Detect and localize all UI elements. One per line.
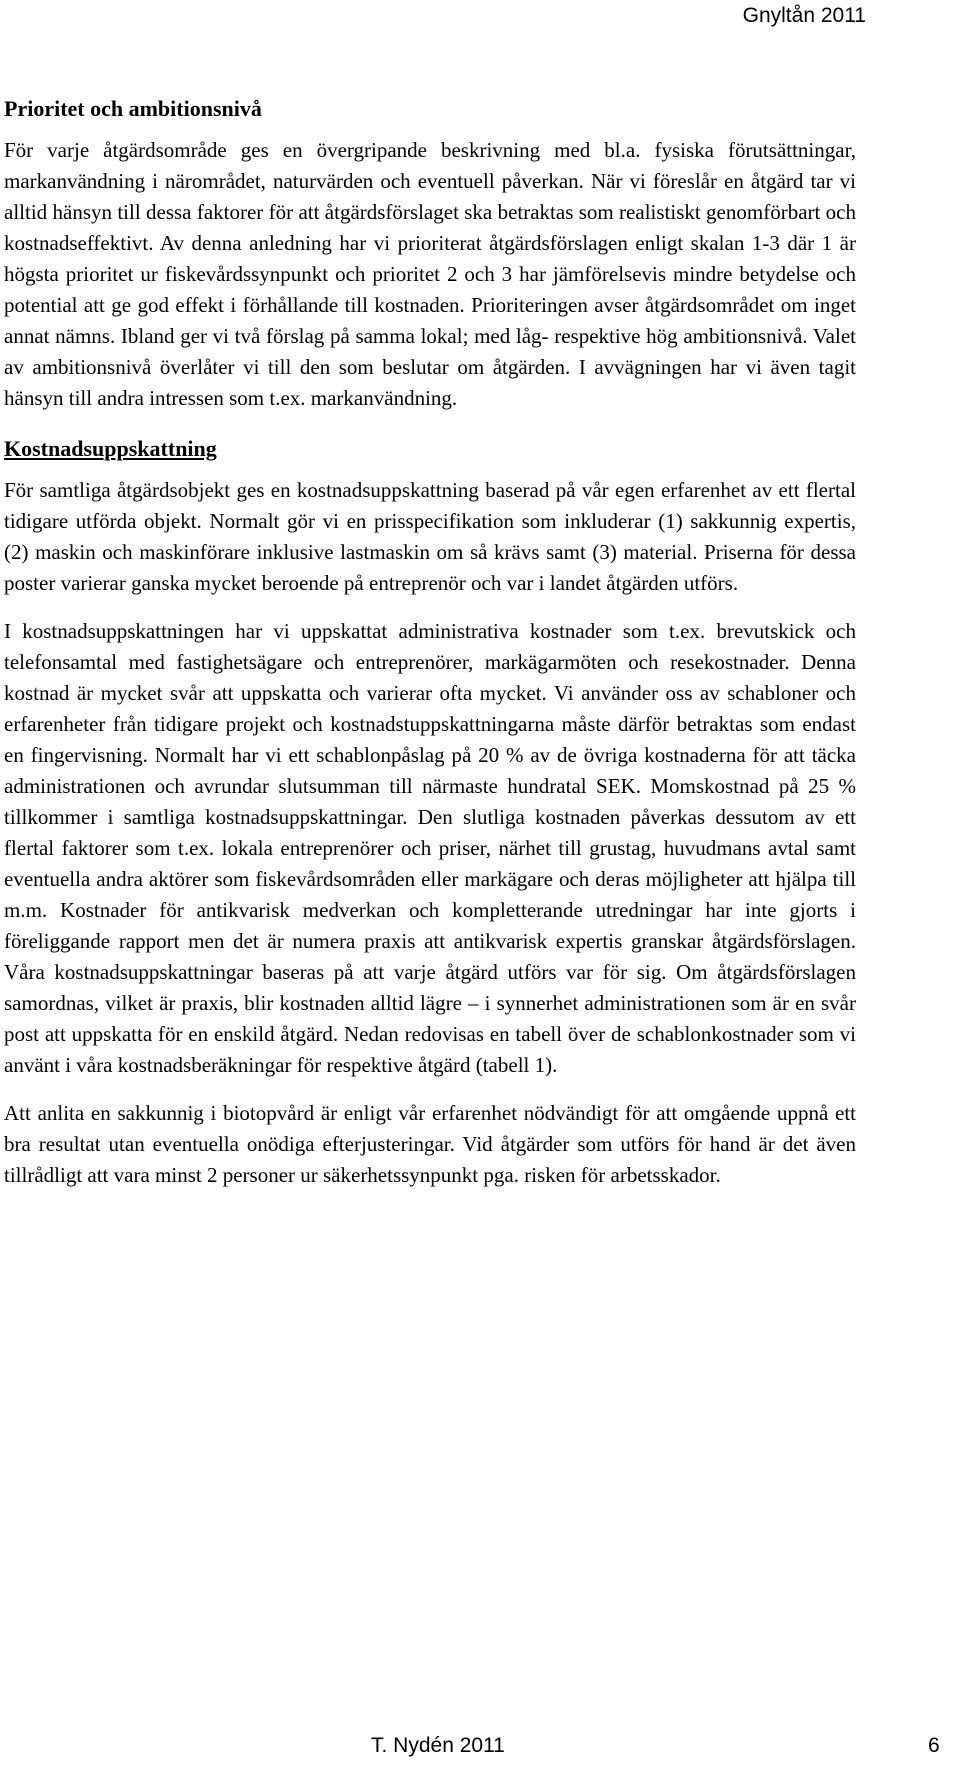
section-prioritet — [4, 96, 856, 414]
paragraph: Att anlita en sakkunnig i biotopvård är enligt vår erfarenhet nödvändigt för att omgående uppnå ett bra resultat utan eventuella onödiga efterjusteringar. Vid åtgärder som utförs för hand är det även tillrådligt att vara minst 2 personer ur säkerhetssynpunkt pga. risken för arbetsskador. — [4, 1101, 856, 1187]
section-heading-prioritet: Prioritet och ambitionsnivå — [4, 96, 262, 121]
paragraph: För samtliga åtgärdsobjekt ges en kostnadsuppskattning baserad på vår egen erfarenhet av ett flertal tidigare utförda objekt. Normalt gör vi en prisspecifikation som inkluderar (1) sakkunnig expertis, (2) maskin och maskinförare inklusive lastmaskin om så krävs samt (3) material. Priserna för dessa poster varierar ganska mycket beroende på entreprenör och var i landet åtgärden utförs. — [4, 478, 856, 595]
paragraph: I kostnadsuppskattningen har vi uppskattat administrativa kostnader som t.ex. brevutskick och telefonsamtal med fastighetsägare och entreprenörer, markägarmöten och resekostnader. Denna kostnad är mycket svår att uppskatta och varierar ofta mycket. Vi använder oss av schabloner och erfarenheter från tidigare projekt och kostnadstuppskattningarna måste därför betraktas som endast en fingervisning. Normalt har vi ett schablonpåslag på 20 % av de övriga kostnaderna för att täcka administrationen och avrundar slutsumman till närmaste hundratal SEK. Momskostnad på 25 % tillkommer i samtliga kostnadsuppskattningar. Den slutliga kostnaden påverkas dessutom av ett flertal faktorer som t.ex. lokala entreprenörer och priser, närhet till grustag, huvudmans avtal samt eventuella andra aktörer som fiskevårdsområden eller markägare och deras möjligheter att hjälpa till m.m. Kostnader för antikvarisk medverkan och kompletterande utredningar har inte gjorts i föreliggande rapport men det är numera praxis att antikvarisk expertis granskar åtgärdsförslagen. Våra kostnadsuppskattningar baseras på att varje åtgärd utförs var för sig. Om åtgärdsförslagen samordnas, vilket är praxis, blir kostnaden alltid lägre – i synnerhet administrationen som är en svår post att uppskatta för en enskild åtgärd. Nedan redovisas en tabell över de schablonkostnader som vi använt i våra kostnadsberäkningar för respektive åtgärd (tabell 1). — [4, 619, 856, 1077]
document-body — [4, 96, 856, 1191]
page-number: 6 — [928, 1734, 940, 1757]
page-header-title: Gnyltån 2011 — [742, 4, 866, 27]
section-heading-kostnadsuppskattning: Kostnadsuppskattning — [4, 436, 217, 461]
section-kostnadsuppskattning — [4, 436, 856, 1191]
footer-author: T. Nydén 2011 — [371, 1734, 505, 1757]
paragraph: För varje åtgärdsområde ges en övergripande beskrivning med bl.a. fysiska förutsättningar, markanvändning i närområdet, naturvärden och eventuell påverkan. När vi föreslår en åtgärd tar vi alltid hänsyn till dessa faktorer för att åtgärdsförslaget ska betraktas som realistiskt genomförbart och kostnadseffektivt. Av denna anledning har vi prioriterat åtgärdsförslagen enligt skalan 1-3 där 1 är högsta prioritet ur fiskevårdssynpunkt och prioritet 2 och 3 har jämförelsevis mindre betydelse och potential att ge god effekt i förhållande till kostnaden. Prioriteringen avser åtgärdsområdet om inget annat nämns. Ibland ger vi två förslag på samma lokal; med låg- respektive hög ambitionsnivå. Valet av ambitionsnivå överlåter vi till den som beslutar om åtgärden. I avvägningen har vi även tagit hänsyn till andra intressen som t.ex. markanvändning. — [4, 138, 856, 410]
